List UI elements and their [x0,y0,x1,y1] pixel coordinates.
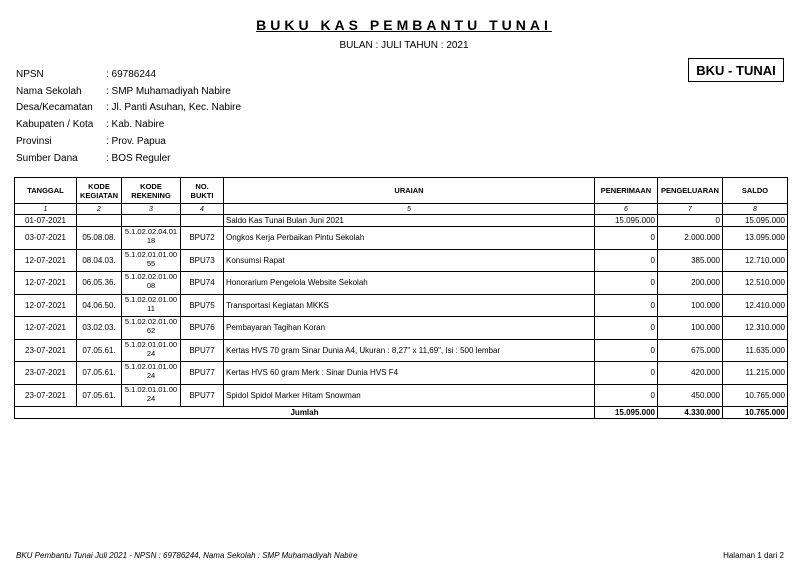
cell-saldo: 11.635.000 [723,339,788,362]
col-number: 4 [181,204,224,215]
cell-penerimaan: 0 [595,339,658,362]
col-number: 1 [15,204,77,215]
cell-tanggal: 23-07-2021 [15,339,77,362]
cell-tanggal: 12-07-2021 [15,294,77,317]
cell-bukti [181,215,224,227]
cell-pengeluaran: 2.000.000 [658,227,723,250]
cell-rekening: 5.1.02.02.04.01 18 [122,227,181,250]
table-row [15,249,788,272]
col-number: 8 [723,204,788,215]
footer-document-info: BKU Pembantu Tunai Juli 2021 - NPSN : 69786244, Nama Sekolah : SMP Muhamadiyah Nabire [16,551,358,560]
cell-saldo: 15.095.000 [723,215,788,227]
document-period: BULAN : JULI TAHUN : 2021 [339,40,469,51]
cell-saldo: 13.095.000 [723,227,788,250]
cell-uraian: Konsumsi Rapat [224,249,595,272]
info-label: Sumber Dana [16,152,78,164]
col-number: 5 [224,204,595,215]
cell-pengeluaran: 385.000 [658,249,723,272]
table-row [15,294,788,317]
cell-tanggal: 01-07-2021 [15,215,77,227]
table-row [15,317,788,340]
cell-pengeluaran: 450.000 [658,384,723,407]
table-row [15,384,788,407]
cell-pengeluaran: 100.000 [658,317,723,340]
cell-penerimaan: 0 [595,317,658,340]
total-pengeluaran: 4.330.000 [658,407,723,419]
cell-saldo: 12.510.000 [723,272,788,295]
cell-penerimaan: 0 [595,384,658,407]
cell-rekening: 5.1.02.01.01.00 55 [122,249,181,272]
col-header-tanggal: TANGGAL [15,178,77,204]
cell-uraian: Honorarium Pengelola Website Sekolah [224,272,595,295]
cell-kegiatan: 04.06.50. [77,294,122,317]
col-header-pengeluaran: PENGELUARAN [658,178,723,204]
cell-tanggal: 23-07-2021 [15,362,77,385]
cell-rekening: 5.1.02.01.01.00 24 [122,384,181,407]
info-row-fund-source [16,150,241,167]
info-row-npsn [16,66,241,83]
cell-penerimaan: 15.095.000 [595,215,658,227]
cell-uraian: Ongkos Kerja Perbaikan Pintu Sekolah [224,227,595,250]
cell-saldo: 10.765.000 [723,384,788,407]
cell-rekening: 5.1.02.01.01.00 24 [122,362,181,385]
cell-saldo: 11.215.000 [723,362,788,385]
cell-uraian: Saldo Kas Tunai Bulan Juni 2021 [224,215,595,227]
cell-pengeluaran: 420.000 [658,362,723,385]
col-number: 7 [658,204,723,215]
info-row-regency [16,116,241,133]
cell-tanggal: 23-07-2021 [15,384,77,407]
cell-kegiatan: 07.05.61. [77,339,122,362]
cell-penerimaan: 0 [595,227,658,250]
cell-kegiatan [77,215,122,227]
document-title: BUKU KAS PEMBANTU TUNAI [256,17,552,33]
cell-rekening: 5.1.02.02.01.00 08 [122,272,181,295]
info-value: : 69786244 [106,68,157,80]
cell-uraian: Kertas HVS 70 gram Sinar Dunia A4, Ukuran : 8,27" x 11,69", Isi : 500 lembar [224,339,595,362]
info-row-village [16,100,241,117]
cell-kegiatan: 07.05.61. [77,362,122,385]
table-row [15,227,788,250]
cell-uraian: Spidol Spidol Marker Hitam Snowman [224,384,595,407]
cell-bukti: BPU74 [181,272,224,295]
table-row [15,362,788,385]
cell-penerimaan: 0 [595,249,658,272]
col-header-penerimaan: PENERIMAAN [595,178,658,204]
table-row [15,272,788,295]
col-header-saldo: SALDO [723,178,788,204]
cell-kegiatan: 06.05.36. [77,272,122,295]
cell-rekening: 5.1.02.02.01.00 11 [122,294,181,317]
cell-penerimaan: 0 [595,294,658,317]
cell-saldo: 12.310.000 [723,317,788,340]
info-value: : Jl. Panti Asuhan, Kec. Nabire [106,102,242,114]
bku-type-badge: BKU - TUNAI [688,58,784,82]
col-number: 3 [122,204,181,215]
info-row-province [16,133,241,150]
cell-tanggal: 03-07-2021 [15,227,77,250]
cell-bukti: BPU73 [181,249,224,272]
cell-pengeluaran: 675.000 [658,339,723,362]
table-row [15,215,788,227]
cell-uraian: Pembayaran Tagihan Koran [224,317,595,340]
cell-pengeluaran: 200.000 [658,272,723,295]
total-penerimaan: 15.095.000 [595,407,658,419]
cell-penerimaan: 0 [595,362,658,385]
cell-rekening: 5.1.02.01.01.00 24 [122,339,181,362]
cell-penerimaan: 0 [595,272,658,295]
info-label: NPSN [16,68,44,80]
cell-bukti: BPU72 [181,227,224,250]
cash-ledger-table [14,177,788,419]
cell-bukti: BPU76 [181,317,224,340]
info-label: Provinsi [16,136,52,148]
footer-page-number: Halaman 1 dari 2 [723,551,784,560]
info-label: Desa/Kecamatan [16,102,93,114]
cell-tanggal: 12-07-2021 [15,317,77,340]
col-number: 2 [77,204,122,215]
cell-kegiatan: 07.05.61. [77,384,122,407]
total-label: Jumlah [15,407,595,419]
cell-kegiatan: 03.02.03. [77,317,122,340]
cell-uraian: Transportasi Kegiatan MKKS [224,294,595,317]
col-number: 6 [595,204,658,215]
col-header-no-bukti: NO. BUKTI [181,178,224,204]
info-value: : Prov. Papua [106,136,166,148]
cell-saldo: 12.410.000 [723,294,788,317]
cell-bukti: BPU77 [181,362,224,385]
table-row [15,339,788,362]
cell-saldo: 12.710.000 [723,249,788,272]
col-header-kode-rekening: KODE REKENING [122,178,181,204]
info-value: : SMP Muhamadiyah Nabire [106,85,231,97]
cell-tanggal: 12-07-2021 [15,272,77,295]
cell-uraian: Kertas HVS 60 gram Merk : Sinar Dunia HVS F4 [224,362,595,385]
cell-rekening [122,215,181,227]
cell-bukti: BPU77 [181,384,224,407]
cell-tanggal: 12-07-2021 [15,249,77,272]
total-row [15,407,788,419]
col-header-kode-kegiatan: KODE KEGIATAN [77,178,122,204]
school-info [16,66,241,167]
col-header-uraian: URAIAN [224,178,595,204]
total-saldo: 10.765.000 [723,407,788,419]
info-label: Nama Sekolah [16,85,82,97]
cell-kegiatan: 08.04.03. [77,249,122,272]
info-row-school-name [16,83,241,100]
info-value: : BOS Reguler [106,152,171,164]
info-label: Kabupaten / Kota [16,119,94,131]
cell-rekening: 5.1.02.02.01.00 62 [122,317,181,340]
cell-bukti: BPU75 [181,294,224,317]
cell-pengeluaran: 100.000 [658,294,723,317]
cell-pengeluaran: 0 [658,215,723,227]
cell-bukti: BPU77 [181,339,224,362]
info-value: : Kab. Nabire [106,119,165,131]
cell-kegiatan: 05.08.08. [77,227,122,250]
